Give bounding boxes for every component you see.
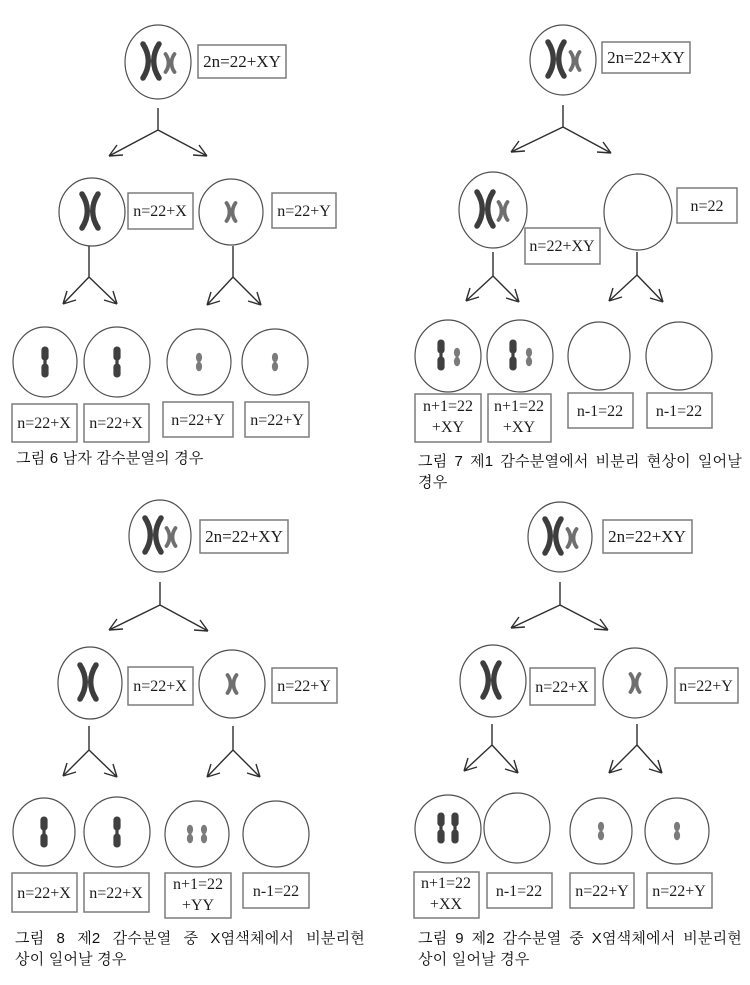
gamete-label: n-1=22: [655, 403, 703, 420]
parent-cell: [530, 25, 596, 95]
meiosis2-arrow-left: [464, 724, 518, 773]
gamete-label: n=22+Y: [171, 412, 225, 429]
figure7-diagram: [375, 0, 750, 445]
gamete-label: n=22+X: [89, 885, 143, 902]
gamete-cell-4: [243, 801, 309, 867]
parent-cell: [528, 502, 592, 572]
gamete-label: n=22+X: [17, 415, 71, 432]
gamete-label: n-1=22: [495, 883, 543, 900]
gamete-cell-2: [484, 793, 550, 863]
meiosis1-arrow: [511, 582, 608, 630]
gamete-label: n+1=22: [493, 398, 545, 415]
figure9-panel: [375, 490, 750, 985]
figure7-panel: [375, 0, 750, 490]
figure9-caption: [418, 928, 742, 970]
cell-label: n=22: [690, 198, 724, 215]
gamete-label: n+1=22: [420, 875, 472, 892]
parent-cell: [129, 500, 191, 572]
gamete-label: n=22+Y: [250, 412, 304, 429]
gamete-label: n+1=22: [172, 876, 224, 893]
meiosis1-cell-2: [604, 174, 672, 250]
cell-label: n=22+Y: [277, 203, 331, 220]
meiosis1-arrow: [109, 108, 207, 156]
meiosis1-cell-1: [459, 172, 527, 248]
cell-label: n=22+Y: [277, 678, 331, 695]
caption-line: 그림 6 남자 감수분열의 경우: [16, 450, 204, 467]
caption-line: 그림 8 제2 감수분열 중 X염색체에서 비분리현: [15, 930, 365, 947]
gamete-label: n-1=22: [576, 403, 624, 420]
figure8-diagram: [0, 490, 375, 935]
meiosis2-arrow-right: [207, 246, 261, 305]
meiosis2-arrow-right: [609, 252, 663, 302]
gamete-label: n-1=22: [252, 883, 300, 900]
caption-line: 경우: [418, 474, 448, 491]
gamete-cell-1: [415, 320, 481, 392]
gamete-label: n+1=22: [422, 398, 474, 415]
gamete-label: +XX: [429, 896, 463, 913]
gamete-cell-3: [568, 322, 630, 390]
figure6-diagram: [0, 0, 375, 445]
cell-label: n=22+XY: [529, 238, 595, 255]
gamete-label: +YY: [181, 897, 215, 914]
meiosis2-arrow-left: [63, 246, 117, 304]
cell-label: n=22+X: [133, 203, 187, 220]
figure7-caption: [418, 451, 742, 493]
meiosis2-arrow-left: [63, 726, 117, 777]
gamete-label: n=22+X: [89, 415, 143, 432]
gamete-cell-4: [646, 322, 712, 390]
caption-line: 그림 9 제2 감수분열 중 X염색체에서 비분리현: [418, 930, 742, 947]
cell-label: n=22+X: [133, 678, 187, 695]
parent-cell-label: 2n=22+XY: [607, 48, 685, 67]
caption-line: 그림 7 제1 감수분열에서 비분리 현상이 일어날: [418, 453, 742, 470]
meiosis1-arrow: [511, 105, 611, 153]
meiosis2-arrow-right: [207, 726, 260, 777]
parent-cell-label: 2n=22+XY: [608, 527, 686, 546]
parent-cell: [125, 25, 191, 99]
figure8-panel: [0, 490, 375, 985]
parent-cell-label: 2n=22+XY: [205, 527, 283, 546]
figure8-caption: [15, 928, 365, 970]
caption-line: 상이 일어날 경우: [15, 951, 127, 968]
meiosis1-arrow: [109, 582, 208, 631]
gamete-label: n=22+X: [17, 885, 71, 902]
figure9-diagram: [375, 490, 750, 935]
meiosis2-arrow-left: [466, 252, 519, 302]
cell-label: n=22+Y: [679, 678, 733, 695]
gamete-cell-2: [487, 320, 553, 392]
cell-label: n=22+X: [535, 679, 589, 696]
gamete-label: +XY: [502, 419, 536, 436]
gamete-label: n=22+Y: [652, 883, 706, 900]
caption-line: 상이 일어날 경우: [418, 951, 530, 968]
figure6-caption: [16, 448, 356, 469]
gamete-label: n=22+Y: [575, 883, 629, 900]
parent-cell-label: 2n=22+XY: [203, 52, 281, 71]
figure6-panel: [0, 0, 375, 490]
meiosis2-arrow-right: [609, 724, 662, 773]
gamete-label: +XY: [431, 419, 465, 436]
gamete-cell-3: [165, 801, 229, 867]
gamete-cell-1: [415, 795, 481, 863]
